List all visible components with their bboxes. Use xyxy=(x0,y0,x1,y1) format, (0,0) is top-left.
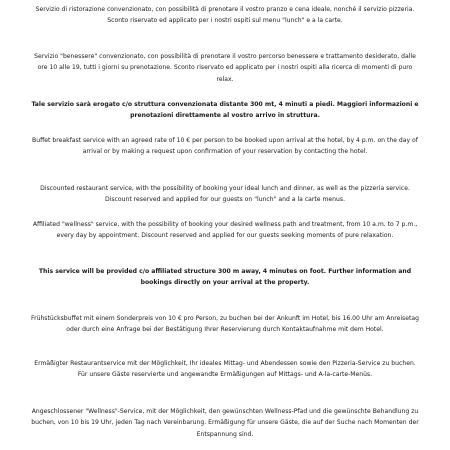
english-breakfast-paragraph: Buffet breakfast service with an agreed rate of 10 € per person to be booked upon arrival at the hotel, by 4 p.m. on the day of arrival or by making a request upon confirmation of your reservation by contacting the hotel. xyxy=(32,137,418,156)
english-notice-paragraph: This service will be provided c/o affiliated structure 300 m away, 4 minutes on foot. Further information and bookings directly on your arrival at the property. xyxy=(38,268,412,287)
italian-notice-paragraph: Tale servizio sarà erogato c/o struttura convenzionata distante 300 mt, 4 minuti a piedi. Maggiori informazioni e prenotazioni direttamente al vostro arrivo in struttura. xyxy=(31,101,419,120)
italian-wellness-paragraph: Servizio "benessere" convenzionato, con possibilità di prenotare il vostro percorso benessere e trattamento desiderato, dalle ore 10 alle 19, tutti i giorni su prenotazione. Sconto riservato ed applicato per i nostri ospiti alla ricerca di momenti di puro relax. xyxy=(34,53,416,83)
german-breakfast-paragraph: Frühstücksbuffet mit einem Sonderpreis von 10 € pro Person, zu buchen bei der Ankunft im Hotel, bis 16.00 Uhr am Anreisetag oder durch eine Anfrage bei der Bestätigung Ihrer Reservierung durch Kontaktaufnahme mit dem Hotel. xyxy=(31,315,419,334)
german-wellness-paragraph: Angeschlossener "Wellness"-Service, mit der Möglichkeit, den gewünschten Wellness-Pfad und die gewünschte Behandlung zu buchen, von 10 bis 19 Uhr, jeden Tag nach Vereinbarung. Ermäßigung für unsere Gäste, die auf der Suche nach Momenten der Entspannung sind. xyxy=(31,408,419,438)
english-wellness-paragraph: Affiliated "wellness" service, with the possibility of booking your desired wellness path and treatment, from 10 a.m. to 7 p.m., every day by appointment. Discount reserved and applied for our guests seeking moments of pure relaxation. xyxy=(32,221,418,240)
english-restaurant-paragraph: Discounted restaurant service, with the possibility of booking your ideal lunch and dinner, as well as the pizzeria service. Discount reserved and applied for our guests on "lunch" and a la carte menus. xyxy=(40,185,410,204)
italian-restaurant-paragraph: Servizio di ristorazione convenzionato, con possibilità di prenotare il vostro pranzo e cena ideale, nonché il servizio pizzeria. Sconto riservato ed applicato per i nostri ospiti sul menu "lunch" e a la carte. xyxy=(35,6,415,25)
german-restaurant-paragraph: Ermäßigter Restaurantservice mit der Möglichkeit, Ihr ideales Mittag- und Abendessen sowie den Pizzeria-Service zu buchen. Für unsere Gäste reservierte und angewandte Ermäßigungen auf Mittags- und A-la-carte-Menüs. xyxy=(34,360,416,379)
